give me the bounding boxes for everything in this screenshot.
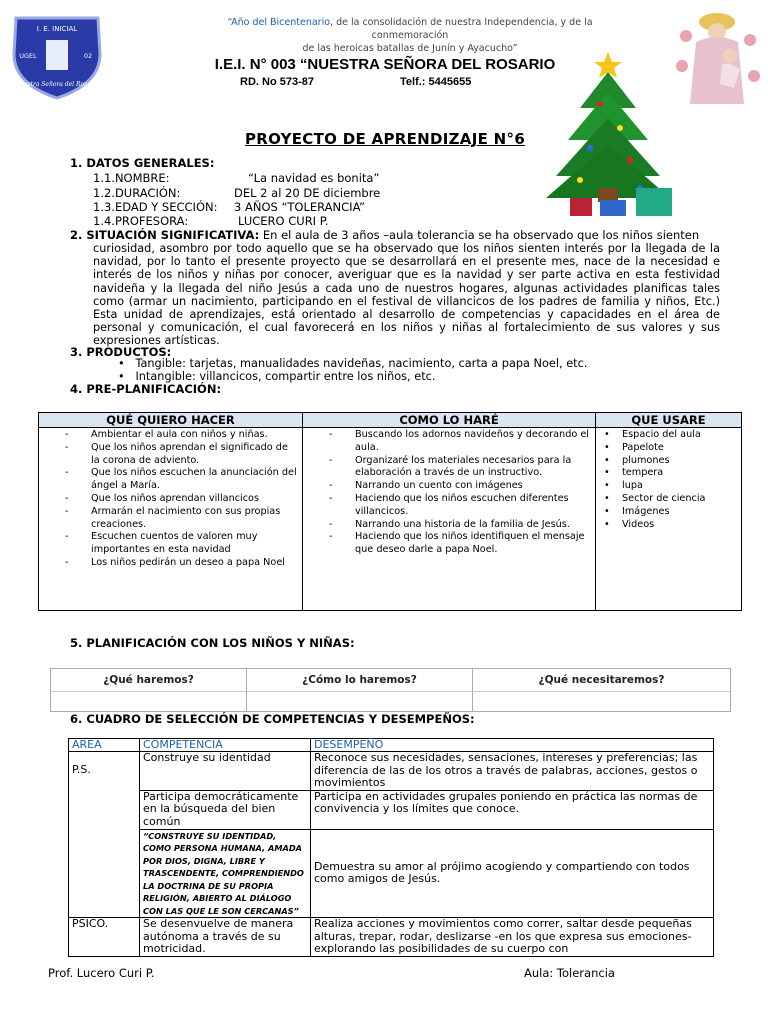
datos-label: DURACIÓN: <box>114 186 181 200</box>
preplan-usare-item: • Imágenes <box>600 506 737 519</box>
desempeno-cell: Participa en actividades grupales poniendo en práctica las normas de convivencia y los límites que conoce. <box>311 790 714 829</box>
preplan-usare-item: • tempera <box>600 467 737 480</box>
competencia-cell: Participa democráticamente en la búsqueda del bien común <box>140 790 311 829</box>
logo-bottom-text: Nuestra Señora del Rosario <box>14 81 100 88</box>
preplan-como-cell <box>303 428 596 611</box>
preplan-header-como: COMO LO HARÉ <box>303 413 596 428</box>
preplan-que-item: - Que los niños escuchen la anunciación del ángel a María. <box>43 467 298 493</box>
situacion-first-line <box>70 229 730 243</box>
section-datos-heading: 1. DATOS GENERALES: <box>70 156 215 170</box>
bullet-icon: • <box>118 357 136 370</box>
preplan-que-item: - Ambientar el aula con niños y niñas. <box>43 429 298 442</box>
producto-item <box>118 357 587 370</box>
datos-value: “La navidad es bonita” <box>248 171 380 185</box>
header-competencia: COMPETENCIA <box>140 739 311 752</box>
preplan-que-item: - Que los niños aprendan villancicos <box>43 493 298 506</box>
preplan-que-cell <box>39 428 303 611</box>
situacion-text: curiosidad, asombro por todo aquello que se ha observado que los niños sienten interés por la llegada de la navidad, por lo tanto el presente proyecto que se desarrollará en el presente mes, nace de la necesidad e interés de los niños y niñas por conocer, averiguar que es la navidad y ser parte activa en esta festividad navideña y la llegada del niño Jesús a cada uno de nuestros hogares, algunas actividades planificas tales como (armar un nacimiento, participando en el festival de villancicos de los padres de familia y niños, Etc.) Esta unidad de aprendizajes, está orientado al desarrollo de competencias y capacidades en el área de personal y comunicación, el cual favorecerá en los niños y niñas al fortalecimiento de sus valores y sus expresiones artísticas. <box>93 242 720 348</box>
logo-left-text: UGEL <box>19 52 37 60</box>
logo-top-text: I. E. INICIAL <box>36 25 78 33</box>
datos-label: EDAD Y SECCIÓN: <box>114 200 218 214</box>
school-logo <box>8 14 106 100</box>
planificacion-header-que: ¿Qué haremos? <box>103 674 194 686</box>
planificacion-header-como: ¿Cómo lo haremos? <box>302 674 417 686</box>
preplan-como-item: - Organizaré los materiales necesarios para la elaboración a través de un instructivo. <box>307 455 591 481</box>
section-competencias-heading: 6. CUADRO DE SELECCIÓN DE COMPETENCIAS Y DESEMPEÑOS: <box>70 712 475 726</box>
footer-classroom: Aula: Tolerancia <box>524 966 615 980</box>
preplan-que-item: - Que los niños aprendan el significado de la corona de adviento. <box>43 442 298 468</box>
preplan-header-usare: QUE USARE <box>596 413 742 428</box>
motto-line2: de las heroicas batallas de Junín y Ayacucho” <box>302 43 518 54</box>
preplan-que-item: - Los niños pedirán un deseo a papa Noel <box>43 557 298 570</box>
preplan-usare-item: • Videos <box>600 519 737 532</box>
producto-text: Tangible: tarjetas, manualidades navideñas, nacimiento, carta a papa Noel, etc. <box>135 357 588 370</box>
bullet-icon: • <box>118 370 136 383</box>
competencia-cell: Construye su identidad <box>140 752 311 791</box>
section-situacion-heading: 2. SITUACIÓN SIGNIFICATIVA: <box>70 228 260 242</box>
preplan-como-item: - Haciendo que los niños escuchen diferentes villancicos. <box>307 493 591 519</box>
desempeno-cell: Demuestra su amor al prójimo acogiendo y compartiendo con todos como amigos de Jesús. <box>311 829 714 918</box>
motto <box>190 16 630 55</box>
section-planificacion-heading: 5. PLANIFICACIÓN CON LOS NIÑOS Y NIÑAS: <box>70 636 355 650</box>
planificacion-header-necesitaremos: ¿Qué necesitaremos? <box>538 674 665 686</box>
datos-row <box>93 172 170 186</box>
datos-num: 1.2. <box>93 186 115 200</box>
preplan-usare-item: • Sector de ciencia <box>600 493 737 506</box>
datos-value: 3 AÑOS “TOLERANCIA” <box>234 200 365 214</box>
preplan-como-item: - Buscando los adornos navideños y decorando el aula. <box>307 429 591 455</box>
preplan-que-item: - Armarán el nacimiento con sus propias creaciones. <box>43 506 298 532</box>
datos-row <box>93 215 188 229</box>
datos-row <box>93 201 217 215</box>
preplan-como-item: - Narrando un cuento con imágenes <box>307 480 591 493</box>
producto-text: Intangible: villancicos, compartir entre los niños, etc. <box>135 370 436 383</box>
desempeno-cell: Reconoce sus necesidades, sensaciones, intereses y preferencias; las diferencia de las de los otros a través de palabras, acciones, gestos o movimientos <box>311 752 714 791</box>
area-cell: PSICO. <box>69 918 140 957</box>
preplan-usare-item: • lupa <box>600 480 737 493</box>
preplan-que-item: - Escuchen cuentos de valoren muy importantes en esta navidad <box>43 531 298 557</box>
resolution-number: RD. No 573-87 <box>240 76 314 88</box>
footer-teacher: Prof. Lucero Curi P. <box>48 966 155 980</box>
datos-value: LUCERO CURI P. <box>238 214 329 228</box>
header-desempeno: DESEMPEÑO <box>311 739 714 752</box>
competencias-header-row <box>69 739 714 752</box>
competencia-row <box>69 790 714 829</box>
competencia-cell: “CONSTRUYE SU IDENTIDAD, COMO PERSONA HUMANA, AMADA POR DIOS, DIGNA, LIBRE Y TRASCENDENTE, COMPRENDIENDO LA DOCTRINA DE SU PROPIA RELIGIÓN, ABIERTO AL DIÁLOGO CON LAS QUE LE SON CERCANAS” <box>140 829 311 918</box>
preplan-table <box>38 412 742 611</box>
motto-rest: , de la consolidación de nuestra Independencia, y de la conmemoración <box>330 17 593 41</box>
competencia-row <box>69 918 714 957</box>
phone-number: Telf.: 5445655 <box>400 76 472 88</box>
section-productos-heading: 3. PRODUCTOS: <box>70 345 172 359</box>
preplan-usare-item: • plumones <box>600 455 737 468</box>
document-title: PROYECTO DE APRENDIZAJE N°6 <box>244 130 526 148</box>
motto-highlight: “Año del Bicentenario <box>227 17 331 28</box>
preplan-como-item: - Haciendo que los niños identifiquen el mensaje que deseo darle a papa Noel. <box>307 531 591 557</box>
preplan-usare-item: • Papelote <box>600 442 737 455</box>
competencia-cell: Se desenvuelve de manera autónoma a través de su motricidad. <box>140 918 311 957</box>
area-cell: P.S. <box>69 752 140 918</box>
logo-right-text: 02 <box>83 52 93 60</box>
datos-label: NOMBRE: <box>114 171 170 185</box>
datos-value: DEL 2 al 20 DE diciembre <box>234 186 381 200</box>
preplan-usare-cell <box>596 428 742 611</box>
desempeno-cell: Realiza acciones y movimientos como correr, saltar desde pequeñas alturas, trepar, rodar, deslizarse -en los que expresa sus emociones- explorando las posibilidades de su cuerpo con <box>311 918 714 957</box>
preplan-como-item: - Narrando una historia de la familia de Jesús. <box>307 519 591 532</box>
preplan-usare-item: • Espacio del aula <box>600 429 737 442</box>
competencia-row <box>69 829 714 918</box>
school-name: I.E.I. N° 003 “NUESTRA SEÑORA DEL ROSARIO <box>214 56 556 73</box>
preplan-header-que: QUÉ QUIERO HACER <box>39 413 303 428</box>
situacion-first-text: En el aula de 3 años –aula tolerancia se ha observado que los niños sienten <box>262 228 700 242</box>
virgin-mary-image <box>672 6 762 106</box>
competencias-table <box>68 738 714 957</box>
planificacion-table <box>50 668 731 712</box>
header-area: AREA <box>69 739 140 752</box>
section-preplan-heading: 4. PRE-PLANIFICACIÓN: <box>70 382 222 396</box>
datos-num: 1.1. <box>93 171 115 185</box>
datos-row <box>93 187 180 201</box>
datos-label: PROFESORA: <box>114 214 189 228</box>
competencia-row <box>69 752 714 791</box>
datos-num: 1.4. <box>93 214 115 228</box>
datos-num: 1.3. <box>93 200 115 214</box>
